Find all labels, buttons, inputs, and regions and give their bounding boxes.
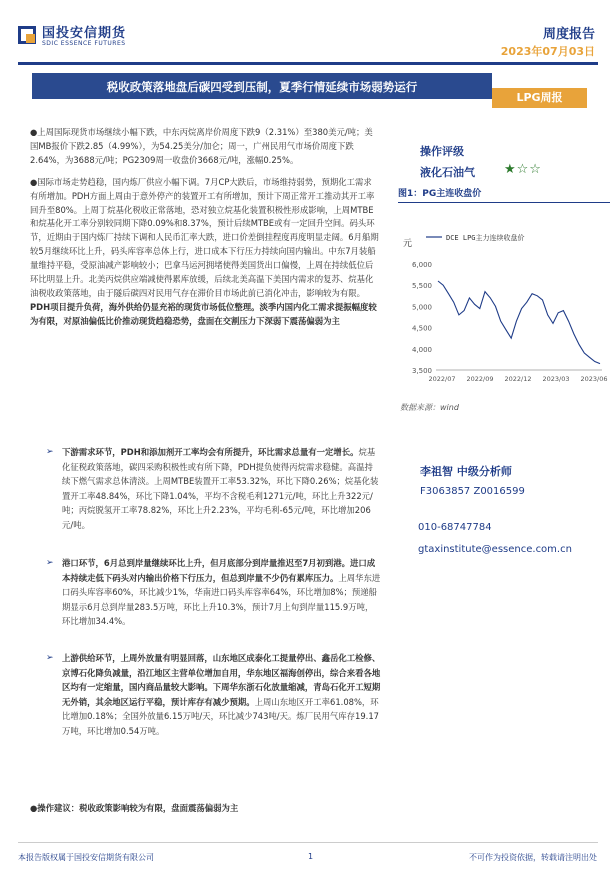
price-line-chart — [398, 212, 610, 397]
page-number: 1 — [308, 852, 314, 861]
footer-disclaimer: 不可作为投资依据，转载请注明出处 — [469, 853, 597, 862]
operation-advice: ●操作建议：税收政策影响较为有限，盘面震荡偏弱为主 — [30, 803, 239, 813]
paragraph-market: ●上周国际现货市场继续小幅下跌，中东丙烷离岸价周度下跌9（2.31%）至380美元/吨；美国MB报价下跌2.85（4.99%），为54.25美分/加仑；周一，广州民用气市场价周度下跌2.64%，为3688元/吨；PG2309周一收盘价3668元/吨，涨幅0.25%。 — [30, 127, 373, 165]
sub-item-demand — [46, 445, 381, 533]
x-tick-label: 2023/03 — [542, 375, 570, 383]
paragraph-analysis-conclusion: PDH项目提升负荷，海外供给仍显充裕的现货市场低位整理。淡季内国内化工需求提振幅度较为有限，对原油偏低比价推动现货趋稳恐势，盘面在交割压力下深弱下震荡偏弱为主 — [30, 301, 377, 326]
analyst-email[interactable]: gtaxinstitute@essence.com.cn — [418, 544, 572, 555]
y-axis — [412, 261, 602, 375]
report-type: 周度报告 — [542, 27, 595, 42]
footer-copyright: 本报告版权属于国投安信期货有限公司 — [18, 853, 154, 862]
company-name-en: SDIC ESSENCE FUTURES — [42, 40, 126, 47]
y-tick-label: 4,500 — [411, 324, 432, 333]
sub-item-body: 上周山东地区开工率61.08%，环比增加0.18%；全国外放量6.15万吨/天，环比减少743吨/天。炼厂民用气库存19.17万吨，环比增加0.54万吨。 — [62, 696, 379, 736]
arrow-icon: ➢ — [46, 653, 54, 663]
company-name: 国投安信期货 — [42, 26, 127, 41]
y-tick-label: 5,500 — [411, 282, 432, 291]
figure-source: 数据来源：wind — [400, 403, 459, 412]
analyst-ids: F3063857 Z0016599 — [420, 486, 525, 497]
rating-product: 液化石油气 — [420, 166, 475, 179]
chart-legend: DCE LPG主力连续收盘价 — [446, 234, 525, 242]
rating-label: 操作评级 — [420, 145, 464, 158]
analyst-phone: 010-68747784 — [418, 522, 492, 533]
x-tick-label: 2022/07 — [428, 375, 456, 383]
report-date: 2023年07月03日 — [500, 45, 595, 58]
x-tick-label: 2023/06 — [580, 375, 608, 383]
footer-divider — [18, 842, 598, 843]
rating-stars-icon: ★☆☆ — [504, 162, 542, 177]
series-line — [438, 281, 600, 364]
analyst-name: 李祖智 中级分析师 — [420, 465, 512, 478]
sub-item-heading: 下游需求环节，PDH和添加剂开工率均会有所提升，环比需求总量有一定增长。 — [62, 447, 359, 457]
main-body — [30, 126, 380, 329]
y-tick-label: 3,500 — [411, 367, 432, 375]
title-banner — [32, 73, 492, 99]
report-title: 税收政策落地盘后碳四受到压制，夏季行情延续市场弱势运行 — [106, 80, 418, 94]
sub-item-list — [46, 445, 381, 533]
paragraph-analysis — [30, 176, 380, 329]
paragraph-analysis-text: ●国际市场走势趋稳，国内炼厂供应小幅下调。7月CP大跌后，市场维持弱势，预期化工需求有所增加。PDH方面上周由于意外停产的装置开工有所增加，预计下周正常开工推动其开工率回升至80%。上周丁烷基化税收正常落地，恐对独立烷基化装置积极性形成影响，上周MTBE和烷基化开工率分别较同期下降0.09%和8.37%，预计后续MTBE或有一定回升空间。码头环节，近期由于国内炼厂持续下调和人民币汇率大跌，进口价差倒挂程度再度明显走阔。6月船期较5月继续环比上升，码头库容率总体上行，进口成本下行压力持续向国内输出。中东7月装船量维持平稳，受原油减产影响较小；巴拿马运河拥堵使得美国货出口偏慢，上周在持续低位后环比明显上升。北美丙烷供应端减使得累库放缓，后续北美高温下美国内需求的复苏、烷基化油税收政策落地，由于隧后碳四对民用气存在滞价目市场此前已消化冲击，影响较为有限。 — [30, 176, 379, 298]
company-logo-icon — [18, 26, 36, 44]
sub-item-heading: 港口环节，6月总到岸量继续环比上升，但月底部分到岸量推迟至7月初到港。进口成本持续走低下码头对内输出价格下行压力，但总到岸量不少仍有累库压力。 — [62, 558, 376, 583]
page-header — [0, 0, 615, 70]
sub-item-list-2 — [46, 556, 381, 629]
y-tick-label: 4,000 — [411, 345, 432, 354]
sub-item-supply — [46, 651, 381, 739]
arrow-icon: ➢ — [46, 447, 54, 457]
figure-divider — [398, 202, 610, 203]
sub-item-body: 烷基化征税政策落地，碳四采购积极性或有所下降，PDH提负使得丙烷需求稳健。高温持续下燃气需求总体清淡。上周MTBE装置开工率53.32%，环比下降0.26%；烷基化装置开工率48.84%，环比下降1.04%，平均不含税毛利1271元/吨，环比上升322元/吨；丙烷脱氢开工率78.82%，环比上升2.23%，平均毛利-65元/吨，环比增加206元/吨。 — [62, 447, 379, 530]
sub-item-body: 上周华东进口码头库容率60%，环比减少1%，华南进口码头库容率64%，环比增加8%；预递船期显示6月总到岸量283.5万吨，环比上升10.3%，预计7月上旬到岸量115.9万吨，环比增加34.4%。 — [62, 572, 381, 627]
chart-ylabel: 元 — [403, 239, 413, 249]
y-tick-label: 6,000 — [411, 261, 432, 269]
figure-title: 图1：PG主连收盘价 — [398, 189, 482, 199]
x-tick-label: 2022/12 — [504, 375, 532, 383]
sub-item-heading: 上游供给环节，上周外放量有明显回落，山东地区成泰化工提量停出、鑫岳化工检修、京博石化降负减量，沿江地区主营单位增加自用，华东地区福海创停出，综合来看各地区均有一定缩量，国内商品量较大影响。下周华东浙石化放量缩减，青岛石化开工短期无外销，其余地区运行平稳，预计库存有减少预期。 — [62, 653, 381, 707]
sub-item-port — [46, 556, 381, 629]
arrow-icon: ➢ — [46, 558, 54, 568]
y-tick-label: 5,000 — [411, 303, 432, 312]
x-tick-label: 2022/09 — [466, 375, 494, 383]
x-axis — [428, 375, 607, 383]
sub-item-list-3 — [46, 651, 381, 739]
header-divider — [18, 62, 598, 65]
report-tag: LPG周报 — [492, 88, 587, 108]
